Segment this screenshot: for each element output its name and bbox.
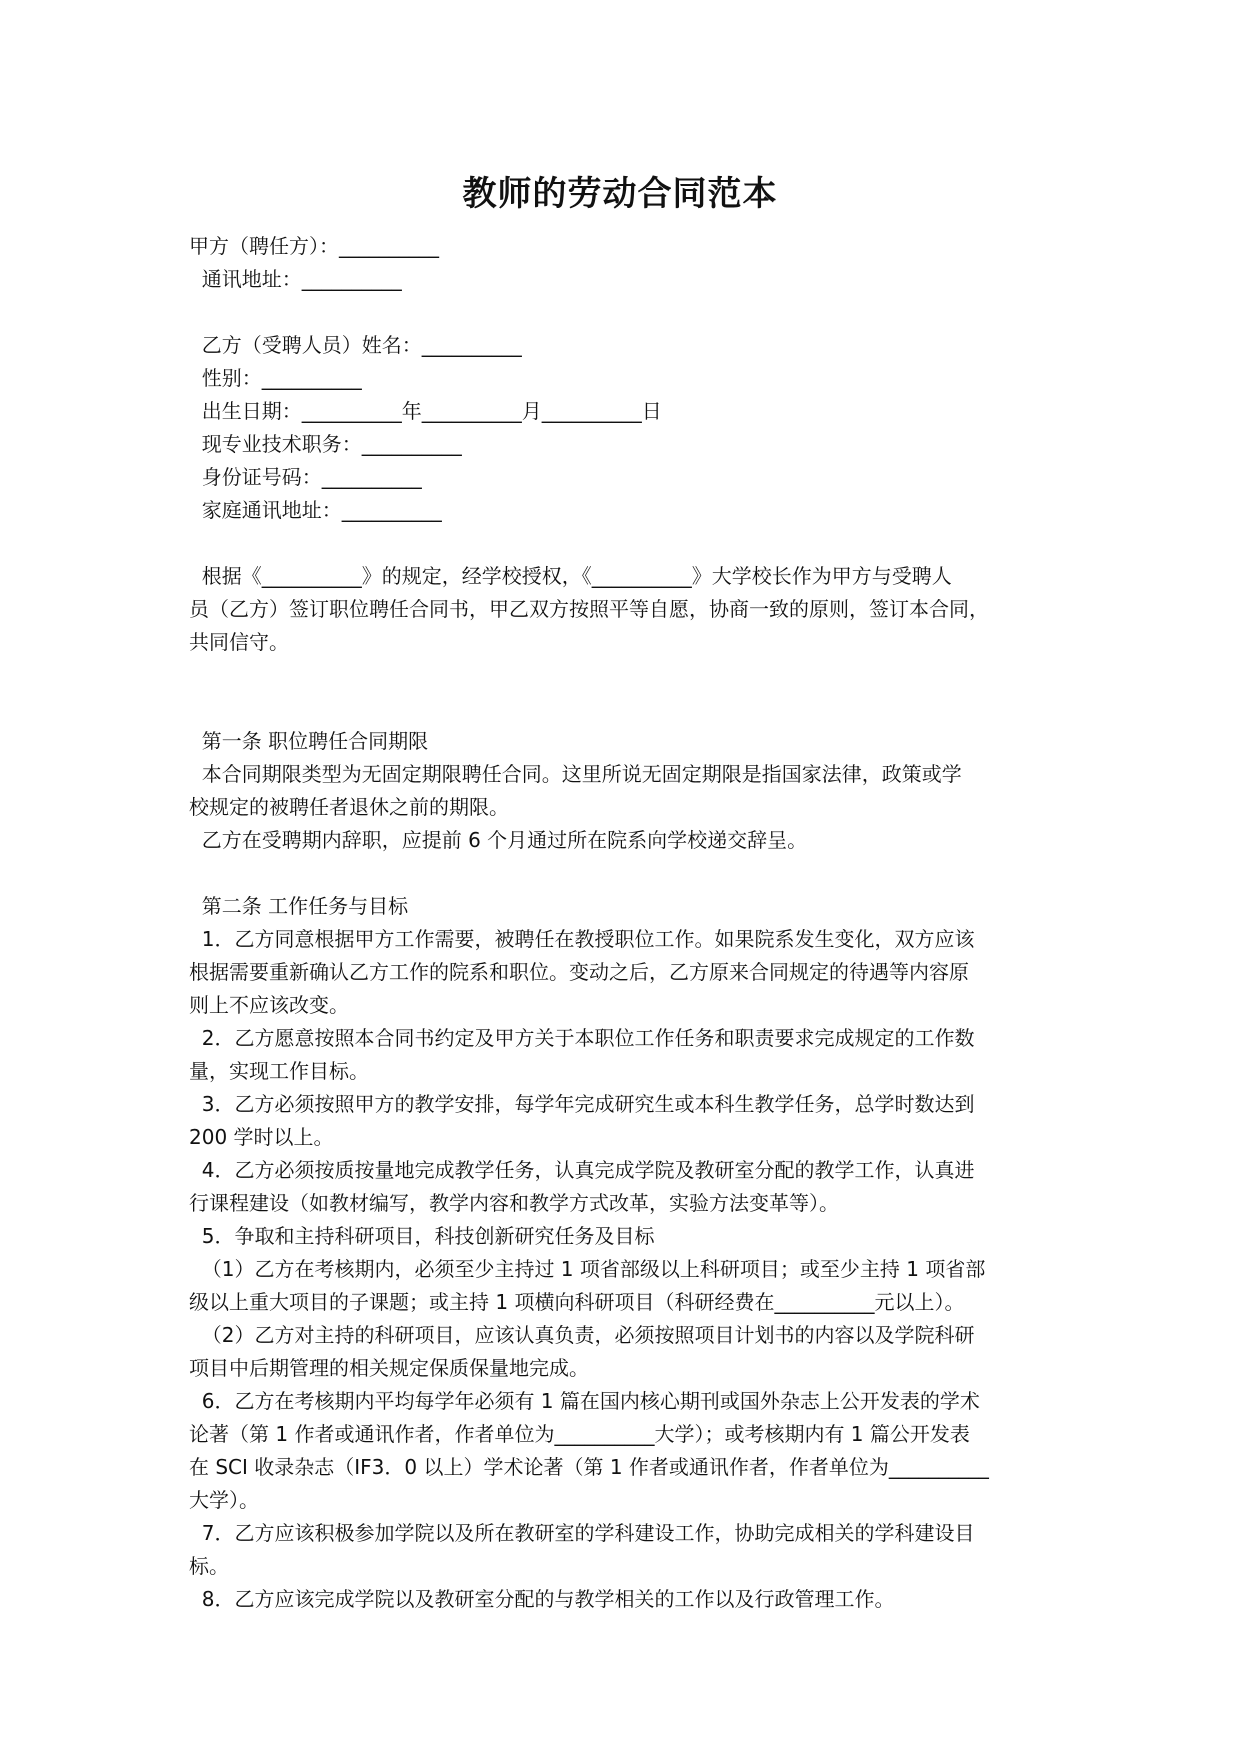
- text-line: 通讯地址：__________: [189, 267, 402, 291]
- document-title: 教师的劳动合同范本: [462, 174, 778, 214]
- blank-line: [189, 527, 1059, 560]
- text-line: 行课程建设（如教材编写，教学内容和教学方式改革，实验方法变革等）。: [189, 1191, 839, 1215]
- text-line: 性别：__________: [189, 366, 362, 390]
- text-line: 6．乙方在考核期内平均每学年必须有 1 篇在国内核心期刊或国外杂志上公开发表的学术: [189, 1389, 980, 1413]
- text-line: 2．乙方愿意按照本合同书约定及甲方关于本职位工作任务和职责要求完成规定的工作数: [189, 1026, 975, 1050]
- text-line: 8．乙方应该完成学院以及教研室分配的与教学相关的工作以及行政管理工作。: [189, 1587, 895, 1611]
- text-line: 家庭通讯地址：__________: [189, 498, 442, 522]
- text-line: 校规定的被聘任者退休之前的期限。: [189, 795, 509, 819]
- text-line: 根据需要重新确认乙方工作的院系和职位。变动之后，乙方原来合同规定的待遇等内容原: [189, 960, 969, 984]
- text-line: 1．乙方同意根据甲方工作需要，被聘任在教授职位工作。如果院系发生变化，双方应该: [189, 927, 975, 951]
- text-line: 标。: [189, 1554, 229, 1578]
- text-line: 第二条 工作任务与目标: [189, 894, 409, 918]
- text-line: 7．乙方应该积极参加学院以及所在教研室的学科建设工作，协助完成相关的学科建设目: [189, 1521, 975, 1545]
- text-line: 员（乙方）签订职位聘任合同书，甲乙双方按照平等自愿，协商一致的原则，签订本合同，: [189, 597, 989, 621]
- text-line: 大学）。: [189, 1488, 259, 1512]
- text-line: 第一条 职位聘任合同期限: [189, 729, 429, 753]
- text-line: 4．乙方必须按质按量地完成教学任务，认真完成学院及教研室分配的教学工作，认真进: [189, 1158, 975, 1182]
- text-line: 级以上重大项目的子课题；或主持 1 项横向科研项目（科研经费在__________元以上）。: [189, 1290, 965, 1314]
- text-line: 身份证号码：__________: [189, 465, 422, 489]
- text-line: 在 SCI 收录杂志（IF3．0 以上）学术论著（第 1 作者或通讯作者，作者单位为__________: [189, 1455, 989, 1479]
- text-line: 乙方在受聘期内辞职，应提前 6 个月通过所在院系向学校递交辞呈。: [189, 828, 808, 852]
- blank-line: [189, 296, 1059, 329]
- text-line: 项目中后期管理的相关规定保质保量地完成。: [189, 1356, 589, 1380]
- text-line: （2）乙方对主持的科研项目，应该认真负责，必须按照项目计划书的内容以及学院科研: [189, 1323, 975, 1347]
- blank-line: [189, 692, 1059, 725]
- text-line: 则上不应该改变。: [189, 993, 349, 1017]
- blank-line: [189, 857, 1059, 890]
- text-line: 本合同期限类型为无固定期限聘任合同。这里所说无固定期限是指国家法律，政策或学: [189, 762, 962, 786]
- text-line: 乙方（受聘人员）姓名：__________: [189, 333, 522, 357]
- text-line: 现专业技术职务：__________: [189, 432, 462, 456]
- text-line: 5．争取和主持科研项目，科技创新研究任务及目标: [189, 1224, 655, 1248]
- text-line: 量，实现工作目标。: [189, 1059, 369, 1083]
- text-line: 3．乙方必须按照甲方的教学安排，每学年完成研究生或本科生教学任务，总学时数达到: [189, 1092, 975, 1116]
- text-line: 共同信守。: [189, 630, 289, 654]
- text-line: 200 学时以上。: [189, 1125, 334, 1149]
- text-line: 出生日期：__________年__________月__________日: [189, 399, 662, 423]
- text-line: 论著（第 1 作者或通讯作者，作者单位为__________大学）；或考核期内有 1 篇公开发表: [189, 1422, 970, 1446]
- blank-line: [189, 659, 1059, 692]
- text-line: 根据《__________》的规定，经学校授权，《__________》大学校长作为甲方与受聘人: [189, 564, 952, 588]
- document-body: [189, 230, 1059, 1616]
- text-line: 甲方（聘任方）：__________: [189, 234, 439, 258]
- text-line: （1）乙方在考核期内，必须至少主持过 1 项省部级以上科研项目；或至少主持 1 项省部: [189, 1257, 986, 1281]
